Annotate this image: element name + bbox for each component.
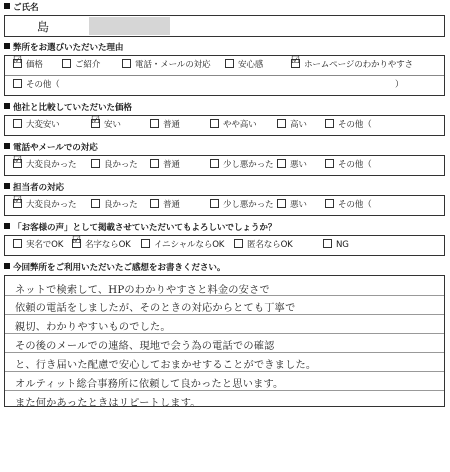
checkbox-icon[interactable] [91, 159, 100, 168]
reason-section-title: 弊所をお選びいただいた理由 [4, 42, 445, 55]
checkbox-icon[interactable] [210, 119, 219, 128]
reason-option[interactable]: ☑ 価格 [13, 55, 43, 70]
checkbox-icon[interactable]: ☑ [13, 155, 22, 166]
comments-section-title: 今回弊所をご利用いただいたご感想をお書きください。 [4, 262, 445, 275]
staff-options [4, 195, 445, 216]
reason-option[interactable]: ご紹介 [62, 56, 100, 75]
voice-option[interactable]: 匿名ならOK [234, 236, 293, 255]
reason-option[interactable]: 電話・メールの対応 [122, 56, 210, 75]
name-field[interactable] [4, 15, 445, 37]
comments-box[interactable] [4, 275, 445, 407]
voice-option[interactable]: イニシャルならOK [141, 236, 224, 255]
phone-option[interactable]: その他（ [325, 156, 372, 175]
checkbox-icon[interactable] [277, 159, 286, 168]
phone-option[interactable]: 少し悪かった [210, 156, 273, 175]
comment-line: ネットで検索して、HPのわかりやすさと料金の安さで [15, 285, 270, 296]
phone-options [4, 155, 445, 176]
staff-option[interactable]: 普通 [150, 196, 180, 215]
voice-option[interactable]: NG [323, 236, 349, 255]
section-marker-icon [4, 263, 10, 269]
checkbox-icon[interactable]: ☑ [291, 55, 300, 66]
staff-option[interactable]: 良かった [91, 196, 138, 215]
checkbox-icon[interactable] [13, 79, 22, 88]
price-option[interactable]: ☑ 安い [91, 115, 121, 130]
comment-line: その後のメールでの連絡、現地で会う為の電話での確認 [15, 341, 275, 352]
phone-option[interactable]: 良かった [91, 156, 138, 175]
reason-option[interactable]: 安心感 [225, 56, 263, 75]
close-paren: ） [395, 80, 404, 90]
checkbox-icon[interactable] [13, 239, 22, 248]
comment-line: と、行き届いた配慮で安心しておまかせすることができました。 [15, 360, 317, 371]
voice-options [4, 235, 445, 256]
staff-section-title: 担当者の対応 [4, 182, 445, 195]
checkbox-icon[interactable] [225, 59, 234, 68]
voice-option[interactable]: ☑ 名字ならOK [72, 235, 131, 250]
section-marker-icon [4, 103, 10, 109]
staff-option[interactable]: 悪い [277, 196, 307, 215]
checkbox-icon[interactable] [234, 239, 243, 248]
questionnaire-form [4, 2, 445, 407]
checkbox-icon[interactable] [210, 159, 219, 168]
checkbox-icon[interactable] [323, 239, 332, 248]
comment-line: 依頼の電話をしましたが、そのときの対応からとても丁寧で [15, 303, 296, 314]
comment-line: 親切、わかりやすいものでした。 [15, 322, 171, 333]
section-marker-icon [4, 3, 10, 9]
checkbox-icon[interactable] [122, 59, 131, 68]
checkbox-icon[interactable] [325, 199, 334, 208]
checkbox-icon[interactable]: ☑ [91, 115, 100, 126]
name-redaction [89, 17, 170, 35]
checkbox-icon[interactable] [210, 199, 219, 208]
price-option[interactable]: 高い [277, 116, 307, 135]
checkbox-icon[interactable] [62, 59, 71, 68]
phone-option[interactable]: 悪い [277, 156, 307, 175]
reason-option-other[interactable]: その他（ [13, 76, 60, 95]
phone-section-title: 電話やメールでの対応 [4, 142, 445, 155]
phone-option[interactable]: ☑ 大変良かった [13, 155, 77, 170]
comment-line: また何かあったときはリピートします。 [15, 398, 201, 407]
checkbox-icon[interactable] [141, 239, 150, 248]
checkbox-icon[interactable] [277, 119, 286, 128]
section-marker-icon [4, 43, 10, 49]
phone-option[interactable]: 普通 [150, 156, 180, 175]
price-options [4, 115, 445, 136]
checkbox-icon[interactable] [325, 119, 334, 128]
reason-options [4, 55, 445, 96]
checkbox-icon[interactable]: ☑ [13, 195, 22, 206]
name-section-title: ご氏名 [4, 2, 445, 15]
checkbox-icon[interactable] [277, 199, 286, 208]
checkbox-icon[interactable] [325, 159, 334, 168]
checkbox-icon[interactable] [150, 119, 159, 128]
staff-option[interactable]: 少し悪かった [210, 196, 273, 215]
section-marker-icon [4, 183, 10, 189]
voice-option[interactable]: 実名でOK [13, 236, 63, 255]
price-option[interactable]: 大変安い [13, 116, 60, 135]
staff-option[interactable]: ☑ 大変良かった [13, 195, 77, 210]
section-marker-icon [4, 223, 10, 229]
checkbox-icon[interactable] [13, 119, 22, 128]
section-marker-icon [4, 143, 10, 149]
checkbox-icon[interactable]: ☑ [72, 235, 81, 246]
staff-option[interactable]: その他（ [325, 196, 372, 215]
checkbox-icon[interactable] [150, 199, 159, 208]
voice-section-title: 「お客様の声」として掲載させていただいてもよろしいでしょうか？ [4, 222, 445, 235]
handwritten-name: 島 [37, 20, 50, 34]
comment-line: オルティット総合事務所に依頼して良かったと思います。 [15, 379, 284, 390]
checkbox-icon[interactable]: ☑ [13, 55, 22, 66]
price-option[interactable]: やや高い [210, 116, 257, 135]
price-option[interactable]: その他（ [325, 116, 372, 135]
reason-option[interactable]: ☑ ホームページのわかりやすさ [291, 55, 413, 70]
price-section-title: 他社と比較していただいた価格 [4, 102, 445, 115]
checkbox-icon[interactable] [91, 199, 100, 208]
price-option[interactable]: 普通 [150, 116, 180, 135]
checkbox-icon[interactable] [150, 159, 159, 168]
